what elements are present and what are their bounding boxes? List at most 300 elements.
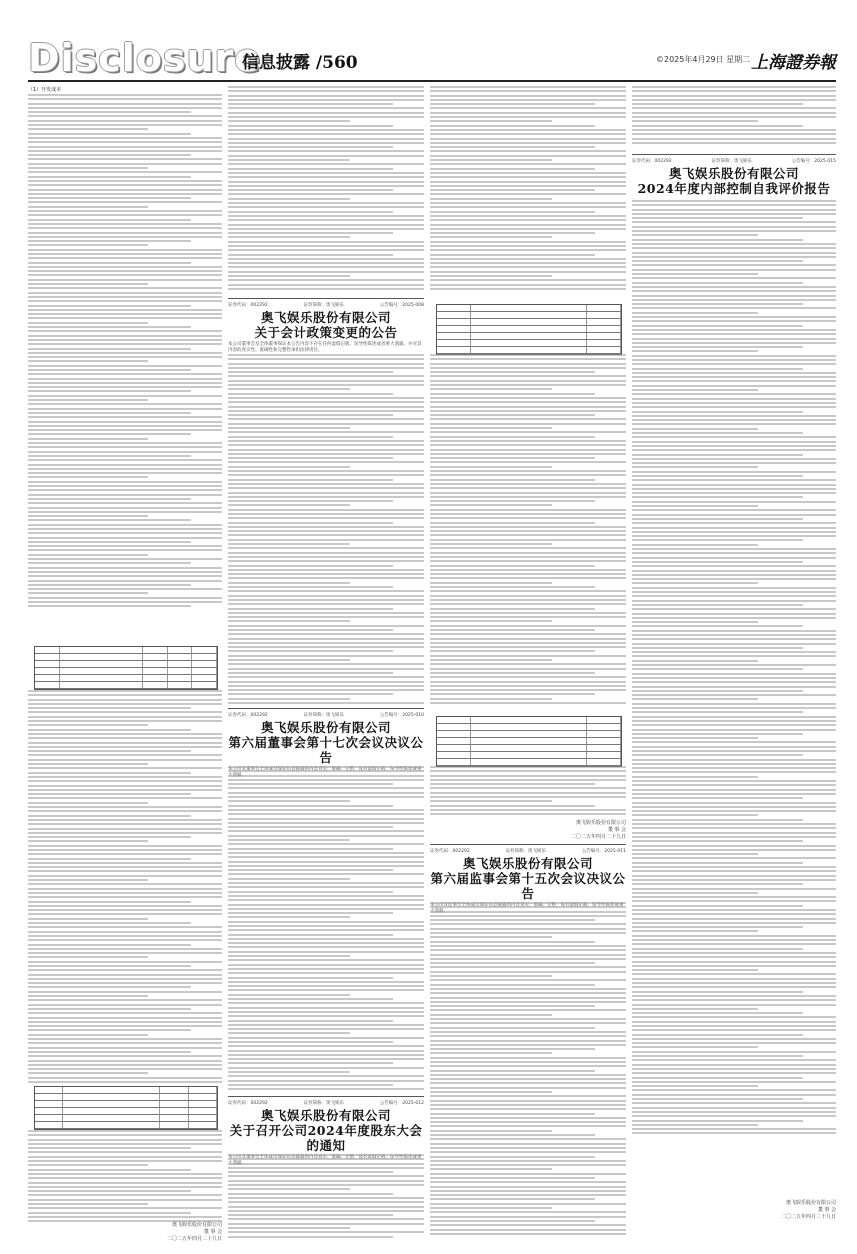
text-line xyxy=(228,775,424,777)
text-line xyxy=(430,766,626,768)
text-line xyxy=(632,664,836,666)
text-line xyxy=(632,733,803,735)
text-line xyxy=(28,335,222,337)
text-line xyxy=(228,1223,424,1225)
text-line xyxy=(28,1060,222,1062)
text-line xyxy=(28,141,222,143)
text-line xyxy=(28,1203,148,1205)
table-cell xyxy=(160,1094,188,1100)
text-line xyxy=(28,862,222,864)
text-line xyxy=(28,592,148,594)
table-cell xyxy=(587,724,621,730)
text-line xyxy=(28,1173,222,1175)
text-line xyxy=(28,1077,222,1079)
text-line xyxy=(430,534,626,536)
text-line xyxy=(632,527,836,529)
stock-abbr: 证券简称：奥飞娱乐 xyxy=(303,713,344,718)
text-line xyxy=(632,86,836,88)
text-line xyxy=(632,518,803,520)
text-line xyxy=(430,1070,595,1072)
text-line xyxy=(632,832,836,834)
text-line xyxy=(228,981,424,983)
text-line xyxy=(228,367,424,369)
text-line xyxy=(28,120,222,122)
text-line xyxy=(632,200,836,202)
text-line xyxy=(28,219,191,221)
text-line xyxy=(632,522,836,524)
table-cell xyxy=(471,724,587,730)
table-cell xyxy=(587,731,621,737)
text-line xyxy=(28,707,191,709)
text-line xyxy=(632,737,758,739)
text-line xyxy=(28,511,222,513)
text-line xyxy=(228,1084,393,1086)
text-line xyxy=(632,329,836,331)
text-line xyxy=(430,633,626,635)
text-line xyxy=(28,498,191,500)
table-cell xyxy=(160,1115,188,1121)
text-line xyxy=(228,646,424,648)
text-line xyxy=(28,754,222,756)
text-line xyxy=(632,875,836,877)
table-row xyxy=(437,326,621,333)
stock-code: 证券代码：002292 xyxy=(228,1101,268,1106)
text-line xyxy=(430,1035,626,1037)
signature-block xyxy=(571,820,626,841)
text-line xyxy=(28,956,148,958)
text-line xyxy=(632,892,758,894)
text-line xyxy=(228,565,393,567)
text-line xyxy=(632,952,836,954)
text-line xyxy=(228,219,424,221)
text-line xyxy=(28,360,148,362)
text-line xyxy=(632,905,803,907)
text-line xyxy=(28,995,148,997)
text-line xyxy=(28,1216,222,1218)
text-line xyxy=(632,133,836,135)
text-line xyxy=(228,689,424,691)
text-line xyxy=(228,354,424,356)
text-line xyxy=(430,254,595,256)
body-text xyxy=(430,354,626,706)
text-line xyxy=(28,137,222,139)
text-line xyxy=(430,112,626,114)
text-line xyxy=(228,288,424,290)
text-line xyxy=(28,1012,222,1014)
text-line xyxy=(228,852,424,854)
text-line xyxy=(28,528,222,530)
text-line xyxy=(632,690,803,692)
text-line xyxy=(632,956,836,958)
table-cell xyxy=(192,654,217,660)
text-line xyxy=(632,252,836,254)
text-line xyxy=(228,985,424,987)
text-line xyxy=(632,260,803,262)
text-line xyxy=(632,99,836,101)
masthead xyxy=(28,36,836,80)
text-line xyxy=(632,103,803,105)
text-line xyxy=(28,858,191,860)
table-cell xyxy=(192,675,217,681)
announcement-title: 奥飞娱乐股份有限公司 第六届董事会第十七次会议决议公告 xyxy=(228,720,424,765)
table-cell xyxy=(437,305,471,311)
text-line xyxy=(632,398,836,400)
text-line xyxy=(430,1031,626,1033)
text-line xyxy=(632,621,758,623)
text-line xyxy=(632,505,758,507)
text-line xyxy=(632,638,836,640)
text-line xyxy=(632,1120,803,1122)
text-line xyxy=(430,663,626,665)
text-line xyxy=(430,1087,626,1089)
text-line xyxy=(228,1218,424,1220)
text-line xyxy=(430,155,626,157)
text-line xyxy=(632,333,836,335)
table-row xyxy=(35,1108,217,1115)
text-line xyxy=(28,1194,222,1196)
text-line xyxy=(430,975,552,977)
text-line xyxy=(228,1184,424,1186)
text-line xyxy=(228,198,350,200)
text-line xyxy=(28,507,222,509)
text-line xyxy=(228,1180,424,1182)
text-line xyxy=(632,432,803,434)
signature-company: 奥飞娱乐股份有限公司 xyxy=(785,1200,836,1206)
text-line xyxy=(28,896,222,898)
table-cell xyxy=(63,1108,160,1114)
table-cell xyxy=(168,668,193,674)
text-line xyxy=(430,1044,626,1046)
text-line xyxy=(228,371,393,373)
text-line xyxy=(228,1075,424,1077)
text-line xyxy=(28,197,191,199)
text-line xyxy=(28,763,148,765)
text-line xyxy=(632,1077,803,1079)
table-cell xyxy=(587,745,621,751)
text-line xyxy=(228,1045,424,1047)
text-line xyxy=(430,219,626,221)
text-line xyxy=(632,338,836,340)
text-line xyxy=(28,832,222,834)
text-line xyxy=(28,494,222,496)
text-line xyxy=(228,375,424,377)
text-line xyxy=(632,982,836,984)
text-line xyxy=(430,668,626,670)
table-cell xyxy=(587,312,621,318)
text-line xyxy=(228,1193,393,1195)
text-line xyxy=(228,401,424,403)
text-line xyxy=(28,1134,222,1136)
text-line xyxy=(430,275,552,277)
text-line xyxy=(632,823,836,825)
text-line xyxy=(632,1012,803,1014)
text-line xyxy=(228,676,424,678)
text-line xyxy=(28,1081,222,1083)
announcement-divider xyxy=(228,708,424,709)
text-line xyxy=(632,90,836,92)
text-line xyxy=(228,856,424,858)
text-line xyxy=(228,672,393,674)
text-line xyxy=(28,948,222,950)
text-line xyxy=(28,128,148,130)
text-line xyxy=(430,1040,626,1042)
text-line xyxy=(632,1004,836,1006)
text-line xyxy=(430,702,626,704)
text-line xyxy=(28,944,191,946)
text-line xyxy=(28,399,148,401)
text-line xyxy=(28,343,222,345)
text-line xyxy=(28,468,222,470)
text-line xyxy=(28,403,222,405)
text-line xyxy=(632,1042,836,1044)
text-line xyxy=(632,681,836,683)
table-cell xyxy=(35,682,60,688)
table-cell xyxy=(471,305,587,311)
text-line xyxy=(632,107,836,109)
text-line xyxy=(430,206,626,208)
text-line xyxy=(228,509,424,511)
text-line xyxy=(28,1042,222,1044)
text-line xyxy=(430,193,626,195)
text-line xyxy=(228,869,393,871)
text-line xyxy=(430,258,626,260)
text-line xyxy=(28,870,222,872)
text-line xyxy=(632,138,836,140)
text-line xyxy=(632,857,836,859)
text-line xyxy=(28,1072,148,1074)
text-line xyxy=(430,775,626,777)
text-line xyxy=(228,1210,424,1212)
text-line xyxy=(228,1020,393,1022)
text-line xyxy=(632,853,758,855)
text-line xyxy=(632,1034,803,1036)
body-text xyxy=(430,86,626,292)
text-line xyxy=(430,1134,595,1136)
text-line xyxy=(632,1072,836,1074)
text-line xyxy=(430,556,626,558)
masthead-rule xyxy=(28,80,836,82)
text-line xyxy=(430,655,626,657)
text-line xyxy=(632,759,836,761)
table-cell xyxy=(471,731,587,737)
text-line xyxy=(28,922,191,924)
text-line xyxy=(28,720,222,722)
table-cell xyxy=(60,682,144,688)
text-line xyxy=(28,965,191,967)
text-line xyxy=(430,997,626,999)
text-line xyxy=(228,1214,393,1216)
text-line xyxy=(228,120,350,122)
text-line xyxy=(228,616,424,618)
text-line xyxy=(632,802,836,804)
text-line xyxy=(228,504,350,506)
text-line xyxy=(430,440,626,442)
text-line xyxy=(632,320,836,322)
text-line xyxy=(28,711,222,713)
text-line xyxy=(228,453,424,455)
text-line xyxy=(430,543,552,545)
text-line xyxy=(228,384,424,386)
text-line xyxy=(632,380,836,382)
text-line xyxy=(632,1051,836,1053)
signature-board: 董 事 会 xyxy=(817,1207,836,1213)
text-line xyxy=(228,406,424,408)
text-line xyxy=(228,779,424,781)
text-line xyxy=(28,913,222,915)
text-line xyxy=(228,946,424,948)
body-text xyxy=(228,86,424,292)
text-line xyxy=(632,819,803,821)
text-line xyxy=(430,915,626,917)
text-line xyxy=(430,466,552,468)
text-line xyxy=(228,560,424,562)
text-line xyxy=(430,770,626,772)
text-line xyxy=(228,427,350,429)
text-line xyxy=(632,922,836,924)
text-line xyxy=(430,1194,626,1196)
text-line xyxy=(430,958,626,960)
text-line xyxy=(430,95,626,97)
text-line xyxy=(228,431,424,433)
text-line xyxy=(632,827,836,829)
text-line xyxy=(430,176,626,178)
text-line xyxy=(632,243,836,245)
text-line xyxy=(430,384,626,386)
text-line xyxy=(632,673,836,675)
text-line xyxy=(228,95,424,97)
table-row xyxy=(437,731,621,738)
text-line xyxy=(632,647,803,649)
text-line xyxy=(228,792,424,794)
text-line xyxy=(632,462,836,464)
text-line xyxy=(28,326,191,328)
text-line xyxy=(430,522,595,524)
body-text xyxy=(228,1154,424,1240)
text-line xyxy=(632,1029,836,1031)
text-line xyxy=(430,638,626,640)
text-line xyxy=(28,94,222,96)
text-line xyxy=(28,1186,222,1188)
text-line xyxy=(228,266,424,268)
text-line xyxy=(228,899,424,901)
text-line xyxy=(28,549,222,551)
text-line xyxy=(28,158,222,160)
text-line xyxy=(632,754,803,756)
text-line xyxy=(430,423,626,425)
text-line xyxy=(632,213,836,215)
text-line xyxy=(228,530,424,532)
stock-code: 证券代码：002292 xyxy=(632,159,672,164)
text-line xyxy=(430,962,595,964)
text-line xyxy=(430,479,595,481)
text-line xyxy=(28,1156,222,1158)
text-line xyxy=(430,902,626,904)
text-line xyxy=(632,290,836,292)
table-cell xyxy=(168,682,193,688)
text-line xyxy=(228,99,424,101)
text-line xyxy=(632,587,836,589)
text-line xyxy=(632,1111,836,1113)
table-cell xyxy=(471,738,587,744)
text-line xyxy=(430,509,626,511)
text-line xyxy=(28,1064,222,1066)
table-cell xyxy=(35,654,60,660)
text-line xyxy=(228,1154,424,1156)
text-line xyxy=(228,103,393,105)
text-line xyxy=(28,339,222,341)
text-line xyxy=(228,449,424,451)
table-cell xyxy=(189,1094,217,1100)
table-cell xyxy=(63,1122,160,1128)
text-line xyxy=(430,517,626,519)
table-cell xyxy=(437,752,471,758)
table-row xyxy=(437,717,621,724)
table-cell xyxy=(35,1115,63,1121)
text-line xyxy=(632,565,836,567)
text-line xyxy=(632,368,803,370)
text-line xyxy=(228,125,393,127)
text-line xyxy=(430,1164,626,1166)
text-line xyxy=(28,969,222,971)
text-line xyxy=(28,571,222,573)
table-row xyxy=(35,682,217,689)
text-line xyxy=(632,711,803,713)
text-line xyxy=(228,142,424,144)
text-line xyxy=(632,312,758,314)
text-line xyxy=(632,900,836,902)
text-line xyxy=(28,699,222,701)
text-line xyxy=(430,414,595,416)
announcement-title: 奥飞娱乐股份有限公司 2024年度内部控制自我评价报告 xyxy=(637,166,831,196)
text-line xyxy=(28,729,191,731)
body-text xyxy=(228,766,424,1093)
text-line xyxy=(228,133,424,135)
text-line xyxy=(430,129,626,131)
text-line xyxy=(632,784,836,786)
announcement-meta xyxy=(228,1100,424,1106)
announcement-number: 公告编号：2025-012 xyxy=(379,1101,424,1106)
text-line xyxy=(430,120,552,122)
text-line xyxy=(228,603,424,605)
text-line xyxy=(430,966,626,968)
issue-date: ©2025年4月29日 星期二 xyxy=(656,55,751,64)
text-line xyxy=(632,836,836,838)
table-cell xyxy=(437,326,471,332)
text-line xyxy=(28,1160,222,1162)
body-text xyxy=(430,902,626,1237)
text-line xyxy=(228,522,393,524)
text-line xyxy=(430,530,626,532)
text-line xyxy=(228,886,424,888)
text-line xyxy=(228,595,424,597)
text-line xyxy=(430,397,626,399)
text-line xyxy=(28,446,222,448)
text-line xyxy=(430,646,626,648)
table-cell xyxy=(189,1115,217,1121)
text-line xyxy=(430,103,595,105)
text-line xyxy=(228,181,424,183)
text-line xyxy=(28,935,222,937)
text-line xyxy=(228,882,424,884)
text-line xyxy=(632,1046,758,1048)
text-line xyxy=(228,620,350,622)
announcement-divider xyxy=(632,154,836,155)
text-line xyxy=(28,875,222,877)
text-line xyxy=(430,629,595,631)
text-line xyxy=(632,991,803,993)
text-line xyxy=(228,1197,424,1199)
text-line xyxy=(228,998,393,1000)
